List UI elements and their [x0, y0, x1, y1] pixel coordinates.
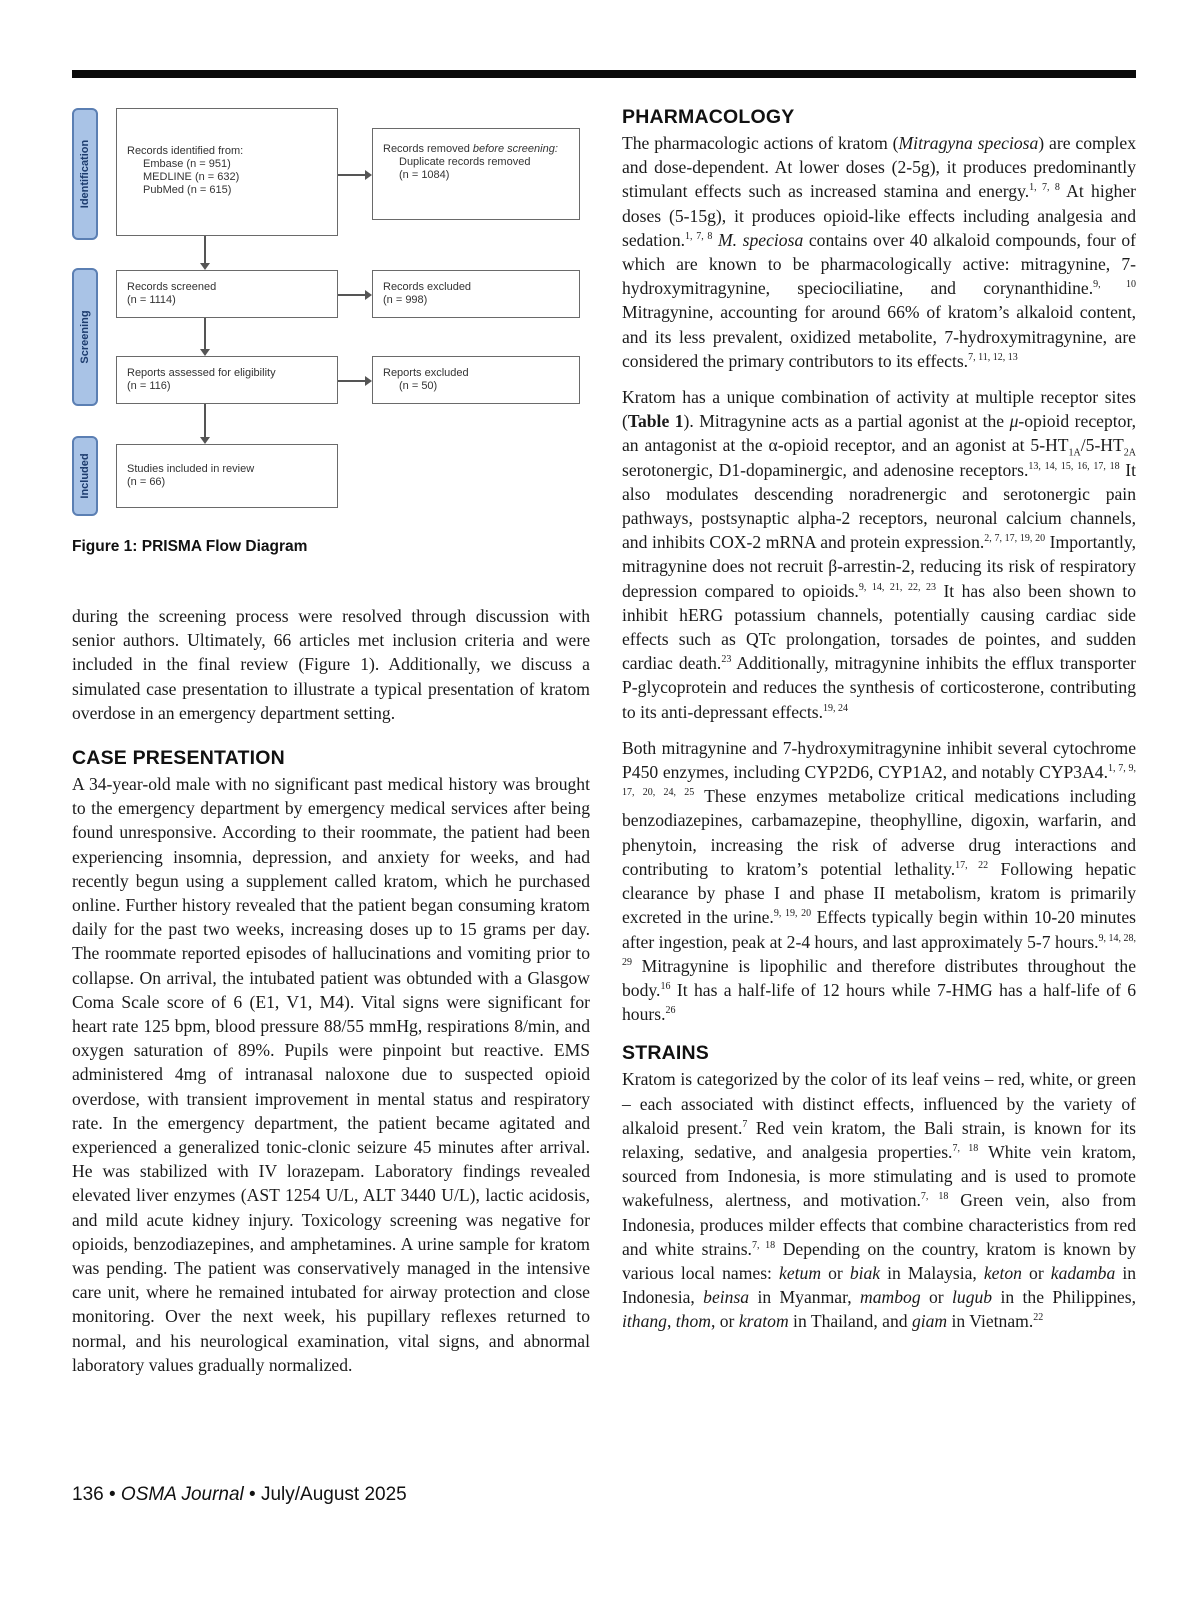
page-footer: 136 • OSMA Journal • July/August 2025	[72, 1484, 407, 1505]
reports-excluded-box: Reports excluded (n = 50)	[372, 356, 580, 404]
left-column	[72, 108, 590, 1377]
pharmacology-heading: PHARMACOLOGY	[622, 106, 795, 128]
pharmacology-paragraph-3: Both mitragynine and 7-hydroxymitragynine inhibit several cytochrome P450 enzymes, including CYP2D6, CYP1A2, and notably CYP3A4.$^{1, 7, 9, 17, 20, 24, 25}$ These enzymes metabolize critical medications including benzodiazepines, carbamazepine, theophylline, digoxin, warfarin, and phenytoin, increasing the risk of adverse drug interactions and contributing to kratom’s potential lethality.$^{17, 22}$ Following hepatic clearance by phase I and phase II metabolism, kratom is primarily excreted in the urine.$^{9, 19, 20}$ Effects typically begin within 10-20 minutes after ingestion, peak at 2-4 hours, and last approximately 5-7 hours.$^{9, 14, 28, 29}$ Mitragynine is lipophilic and therefore distributes throughout the body.$^{16}$ It has a half-life of 12 hours while 7-HMG has a half-life of 6 hours.$^{26}$	[622, 737, 1137, 1025]
connector	[338, 380, 365, 382]
top-rule	[72, 70, 1136, 78]
strains-paragraph: Kratom is categorized by the color of its leaf veins – red, white, or green – each associated with distinct effects, influenced by the variety of alkaloid present.$^7$ Red vein kratom, the Bali strain, is known for its relaxing, sedative, and analgesia properties.$^{7, 18}$ White vein kratom, sourced from Indonesia, is more stimulating and is used to promote wakefulness, alertness, and motivation.$^{7, 18}$ Green vein, also from Indonesia, produces milder effects that combine characteristics from red and white strains.$^{7, 18}$ Depending on the country, kratom is known by various local names: ketum or biak in Malaysia, keton or kadamba in Indonesia, beinsa in Myanmar, mambog or lugub in the Philippines, ithang, thom, or kratom in Thailand, and giam in Vietnam.$^{22}$	[622, 1069, 1137, 1332]
studies-included-box: Studies included in review (n = 66)	[116, 444, 338, 508]
pharmacology-paragraph-1: The pharmacologic actions of kratom (Mitragyna speciosa) are complex and dose-dependent. At lower doses (2-5g), it produces predominantly stimulant effects such as increased stamina and energy.$^{1, 7, 8}$ At higher doses (5-15g), it produces opioid-like effects including analgesia and sedation.$^{1, 7, 8}$ M. speciosa contains over 40 alkaloid compounds, four of which are known to be pharmacologically active: mitragynine, 7-hydroxymitragynine, speciociliatine, and corynanthidine.$^{9, 10}$ Mitragynine, accounting for around 66% of kratom’s alkaloid content, and its less prevalent, oxidized metabolite, 7-hydroxymitragynine, are considered the primary contributors to its effects.$^{7, 11, 12, 13}$	[622, 133, 1137, 371]
connector	[204, 318, 206, 350]
intro-paragraph: during the screening process were resolved through discussion with senior authors. Ultimately, 66 articles met inclusion criteria and were included in the final review (Figure 1). Additionally, we discuss a simulated case presentation to illustrate a typical presentation of kratom overdose in an emergency department setting.	[72, 606, 590, 723]
phase-screening: Screening	[72, 268, 98, 406]
case-presentation-paragraph: A 34-year-old male with no significant past medical history was brought to the emergency department by emergency medical services after being found unresponsive. According to their roommate, the patient had been experiencing insomnia, depression, and anxiety for weeks, and had recently begun using a supplement called kratom, which he purchased online. Further history revealed that the patient began consuming kratom daily for the past two weeks, increasing doses up to 15 grams per day. The roommate reported episodes of hallucinations and vomiting prior to collapse. On arrival, the intubated patient was obtunded with a Glasgow Coma Scale score of 6 (E1, V1, M4). Vital signs were significant for heart rate 125 bpm, blood pressure 88/55 mmHg, respirations 8/min, and oxygen saturation of 89%. Pupils were pinpoint but reactive. EMS administered 4mg of intranasal naloxone due to suspected opioid overdose, with transient improvement in mental status and respiratory rate. In the emergency department, the patient became agitated and experienced a generalized tonic-clonic seizure 45 minutes after arrival. He was stabilized with IV lorazepam. Laboratory findings revealed elevated liver enzymes (AST 1254 U/L, ALT 3440 U/L), lactic acidosis, and mild acute kidney injury. Toxicology screening was negative for opioids, benzodiazepines, and amphetamines. A urine sample for kratom was pending. The patient was conservatively managed in the intensive care unit, where he remained intubated for airway protection and close monitoring. Over the next week, his pupillary reflexes returned to normal, and his neurological examination, vital signs, and abnormal laboratory values gradually normalized.	[72, 774, 590, 1375]
table-1-reference[interactable]: Table 1	[627, 411, 684, 432]
prisma-flow-diagram	[72, 108, 590, 538]
arrow-down-icon	[200, 349, 210, 356]
figure-caption: Figure 1: PRISMA Flow Diagram	[72, 538, 308, 555]
records-excluded-box: Records excluded (n = 998)	[372, 270, 580, 318]
phase-included: Included	[72, 436, 98, 516]
case-presentation-heading: CASE PRESENTATION	[72, 747, 285, 770]
records-screened-box: Records screened (n = 1114)	[116, 270, 338, 318]
connector	[338, 294, 365, 296]
arrow-right-icon	[365, 290, 372, 300]
pharmacology-paragraph-2: Kratom has a unique combination of activity at multiple receptor sites (Table 1). Mitragynine acts as a partial agonist at the μ-opioid receptor, an antagonist at the α-opioid receptor, and an agonist at $5-HT_{1A}/5-HT_{2A}$ serotonergic, D1-dopaminergic, and adenosine receptors.$^{13, 14, 15, 16, 17, 18}$ It also modulates descending noradrenergic and serotonergic pain pathways, postsynaptic alpha-2 receptors, neuronal calcium channels, and inhibits COX-2 mRNA and protein expression.$^{2, 7, 17, 19, 20}$ Importantly, mitragynine does not recruit β-arrestin-2, reducing its risk of respiratory depression compared to opioids.$^{9, 14, 21, 22, 23}$ It has also been shown to inhibit hERG potassium channels, potentially causing cardiac side effects such as QTc prolongation, torsades de pointes, and sudden cardiac death.$^{23}$ Additionally, mitragynine inhibits the efflux transporter P-glycoprotein and reduces the synthesis of corticosterone, contributing to its anti-depressant effects.$^{19, 24}$	[622, 387, 1137, 722]
arrow-down-icon	[200, 437, 210, 444]
connector	[204, 404, 206, 438]
reports-assessed-box: Reports assessed for eligibility (n = 116)	[116, 356, 338, 404]
records-identified-box: Records identified from: Embase (n = 951) MEDLINE (n = 632) PubMed (n = 615)	[116, 108, 338, 236]
arrow-right-icon	[365, 376, 372, 386]
connector	[338, 174, 365, 176]
phase-identification: Identification	[72, 108, 98, 240]
arrow-down-icon	[200, 263, 210, 270]
right-column	[622, 106, 1136, 1334]
records-removed-box: Records removed before screening: Duplicate records removed (n = 1084)	[372, 128, 580, 220]
connector	[204, 236, 206, 264]
arrow-right-icon	[365, 170, 372, 180]
strains-heading: STRAINS	[622, 1042, 709, 1065]
